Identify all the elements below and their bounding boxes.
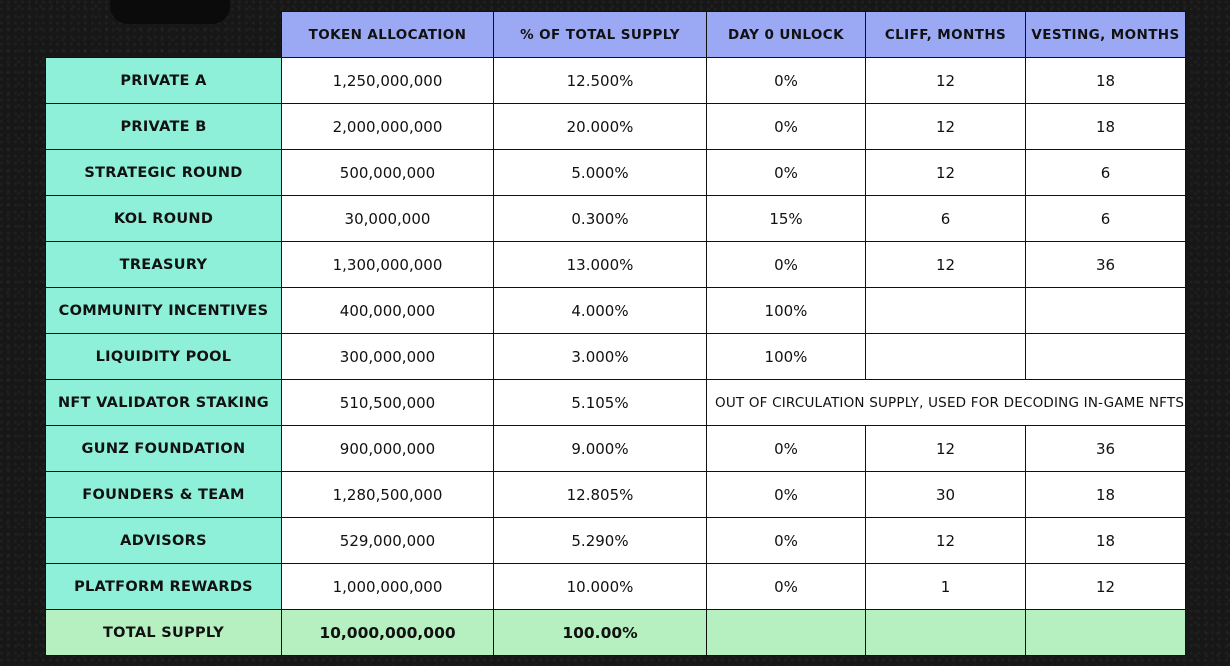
header-percent-supply: % OF TOTAL SUPPLY (494, 12, 707, 58)
cliff-cell: 1 (866, 564, 1026, 610)
allocation-cell: 510,500,000 (282, 380, 494, 426)
cliff-cell: 6 (866, 196, 1026, 242)
cliff-cell: 12 (866, 104, 1026, 150)
unlock-cell: 0% (707, 242, 866, 288)
cliff-cell: 12 (866, 150, 1026, 196)
table-row (46, 242, 1186, 288)
cliff-cell (866, 334, 1026, 380)
unlock-cell: 0% (707, 104, 866, 150)
allocation-cell: 30,000,000 (282, 196, 494, 242)
table-row (46, 104, 1186, 150)
allocation-cell: 1,300,000,000 (282, 242, 494, 288)
table-row (46, 518, 1186, 564)
row-label: STRATEGIC ROUND (46, 150, 282, 196)
vesting-cell: 18 (1026, 104, 1186, 150)
cliff-cell: 12 (866, 242, 1026, 288)
total-vesting-empty (1026, 610, 1186, 656)
row-label: LIQUIDITY POOL (46, 334, 282, 380)
header-corner (46, 12, 282, 58)
vesting-cell (1026, 288, 1186, 334)
table-row (46, 58, 1186, 104)
vesting-cell: 12 (1026, 564, 1186, 610)
percent-cell: 12.500% (494, 58, 707, 104)
vesting-cell: 18 (1026, 472, 1186, 518)
table-row (46, 564, 1186, 610)
allocation-cell: 900,000,000 (282, 426, 494, 472)
vesting-cell: 6 (1026, 196, 1186, 242)
row-label: FOUNDERS & TEAM (46, 472, 282, 518)
allocation-cell: 300,000,000 (282, 334, 494, 380)
unlock-cell: 0% (707, 58, 866, 104)
percent-cell: 5.105% (494, 380, 707, 426)
percent-cell: 4.000% (494, 288, 707, 334)
cliff-cell: 30 (866, 472, 1026, 518)
percent-cell: 5.290% (494, 518, 707, 564)
percent-cell: 20.000% (494, 104, 707, 150)
allocation-cell: 1,000,000,000 (282, 564, 494, 610)
table-row (46, 334, 1186, 380)
cliff-cell: 12 (866, 518, 1026, 564)
header-token-allocation: TOKEN ALLOCATION (282, 12, 494, 58)
cliff-cell: 12 (866, 58, 1026, 104)
cliff-cell: 12 (866, 426, 1026, 472)
unlock-cell: 100% (707, 288, 866, 334)
row-label: KOL ROUND (46, 196, 282, 242)
percent-cell: 13.000% (494, 242, 707, 288)
unlock-cell: 100% (707, 334, 866, 380)
vesting-cell: 36 (1026, 242, 1186, 288)
row-label: COMMUNITY INCENTIVES (46, 288, 282, 334)
header-day0-unlock: DAY 0 UNLOCK (707, 12, 866, 58)
percent-cell: 10.000% (494, 564, 707, 610)
table-row (46, 426, 1186, 472)
table-row (46, 380, 1186, 426)
row-label: NFT VALIDATOR STAKING (46, 380, 282, 426)
total-allocation: 10,000,000,000 (282, 610, 494, 656)
unlock-cell: 0% (707, 518, 866, 564)
percent-cell: 0.300% (494, 196, 707, 242)
vesting-cell: 6 (1026, 150, 1186, 196)
unlock-cell: 15% (707, 196, 866, 242)
row-label: TREASURY (46, 242, 282, 288)
circulation-note: OUT OF CIRCULATION SUPPLY, USED FOR DECODING IN-GAME NFTS (707, 380, 1186, 426)
token-allocation-table (45, 11, 1186, 656)
row-label: PRIVATE B (46, 104, 282, 150)
total-row (46, 610, 1186, 656)
total-unlock-empty (707, 610, 866, 656)
percent-cell: 12.805% (494, 472, 707, 518)
row-label: ADVISORS (46, 518, 282, 564)
allocation-cell: 500,000,000 (282, 150, 494, 196)
vesting-cell: 36 (1026, 426, 1186, 472)
percent-cell: 3.000% (494, 334, 707, 380)
vesting-cell (1026, 334, 1186, 380)
vesting-cell: 18 (1026, 58, 1186, 104)
unlock-cell: 0% (707, 472, 866, 518)
allocation-cell: 1,280,500,000 (282, 472, 494, 518)
header-vesting-months: VESTING, MONTHS (1026, 12, 1186, 58)
allocation-cell: 2,000,000,000 (282, 104, 494, 150)
total-cliff-empty (866, 610, 1026, 656)
percent-cell: 5.000% (494, 150, 707, 196)
row-label: PRIVATE A (46, 58, 282, 104)
percent-cell: 9.000% (494, 426, 707, 472)
table-row (46, 288, 1186, 334)
unlock-cell: 0% (707, 564, 866, 610)
unlock-cell: 0% (707, 150, 866, 196)
table-row (46, 196, 1186, 242)
header-cliff-months: CLIFF, MONTHS (866, 12, 1026, 58)
vesting-cell: 18 (1026, 518, 1186, 564)
unlock-cell: 0% (707, 426, 866, 472)
allocation-cell: 1,250,000,000 (282, 58, 494, 104)
total-label: TOTAL SUPPLY (46, 610, 282, 656)
table-row (46, 472, 1186, 518)
header-row (46, 12, 1186, 58)
allocation-cell: 529,000,000 (282, 518, 494, 564)
row-label: PLATFORM REWARDS (46, 564, 282, 610)
row-label: GUNZ FOUNDATION (46, 426, 282, 472)
allocation-cell: 400,000,000 (282, 288, 494, 334)
cliff-cell (866, 288, 1026, 334)
total-percent: 100.00% (494, 610, 707, 656)
table-row (46, 150, 1186, 196)
